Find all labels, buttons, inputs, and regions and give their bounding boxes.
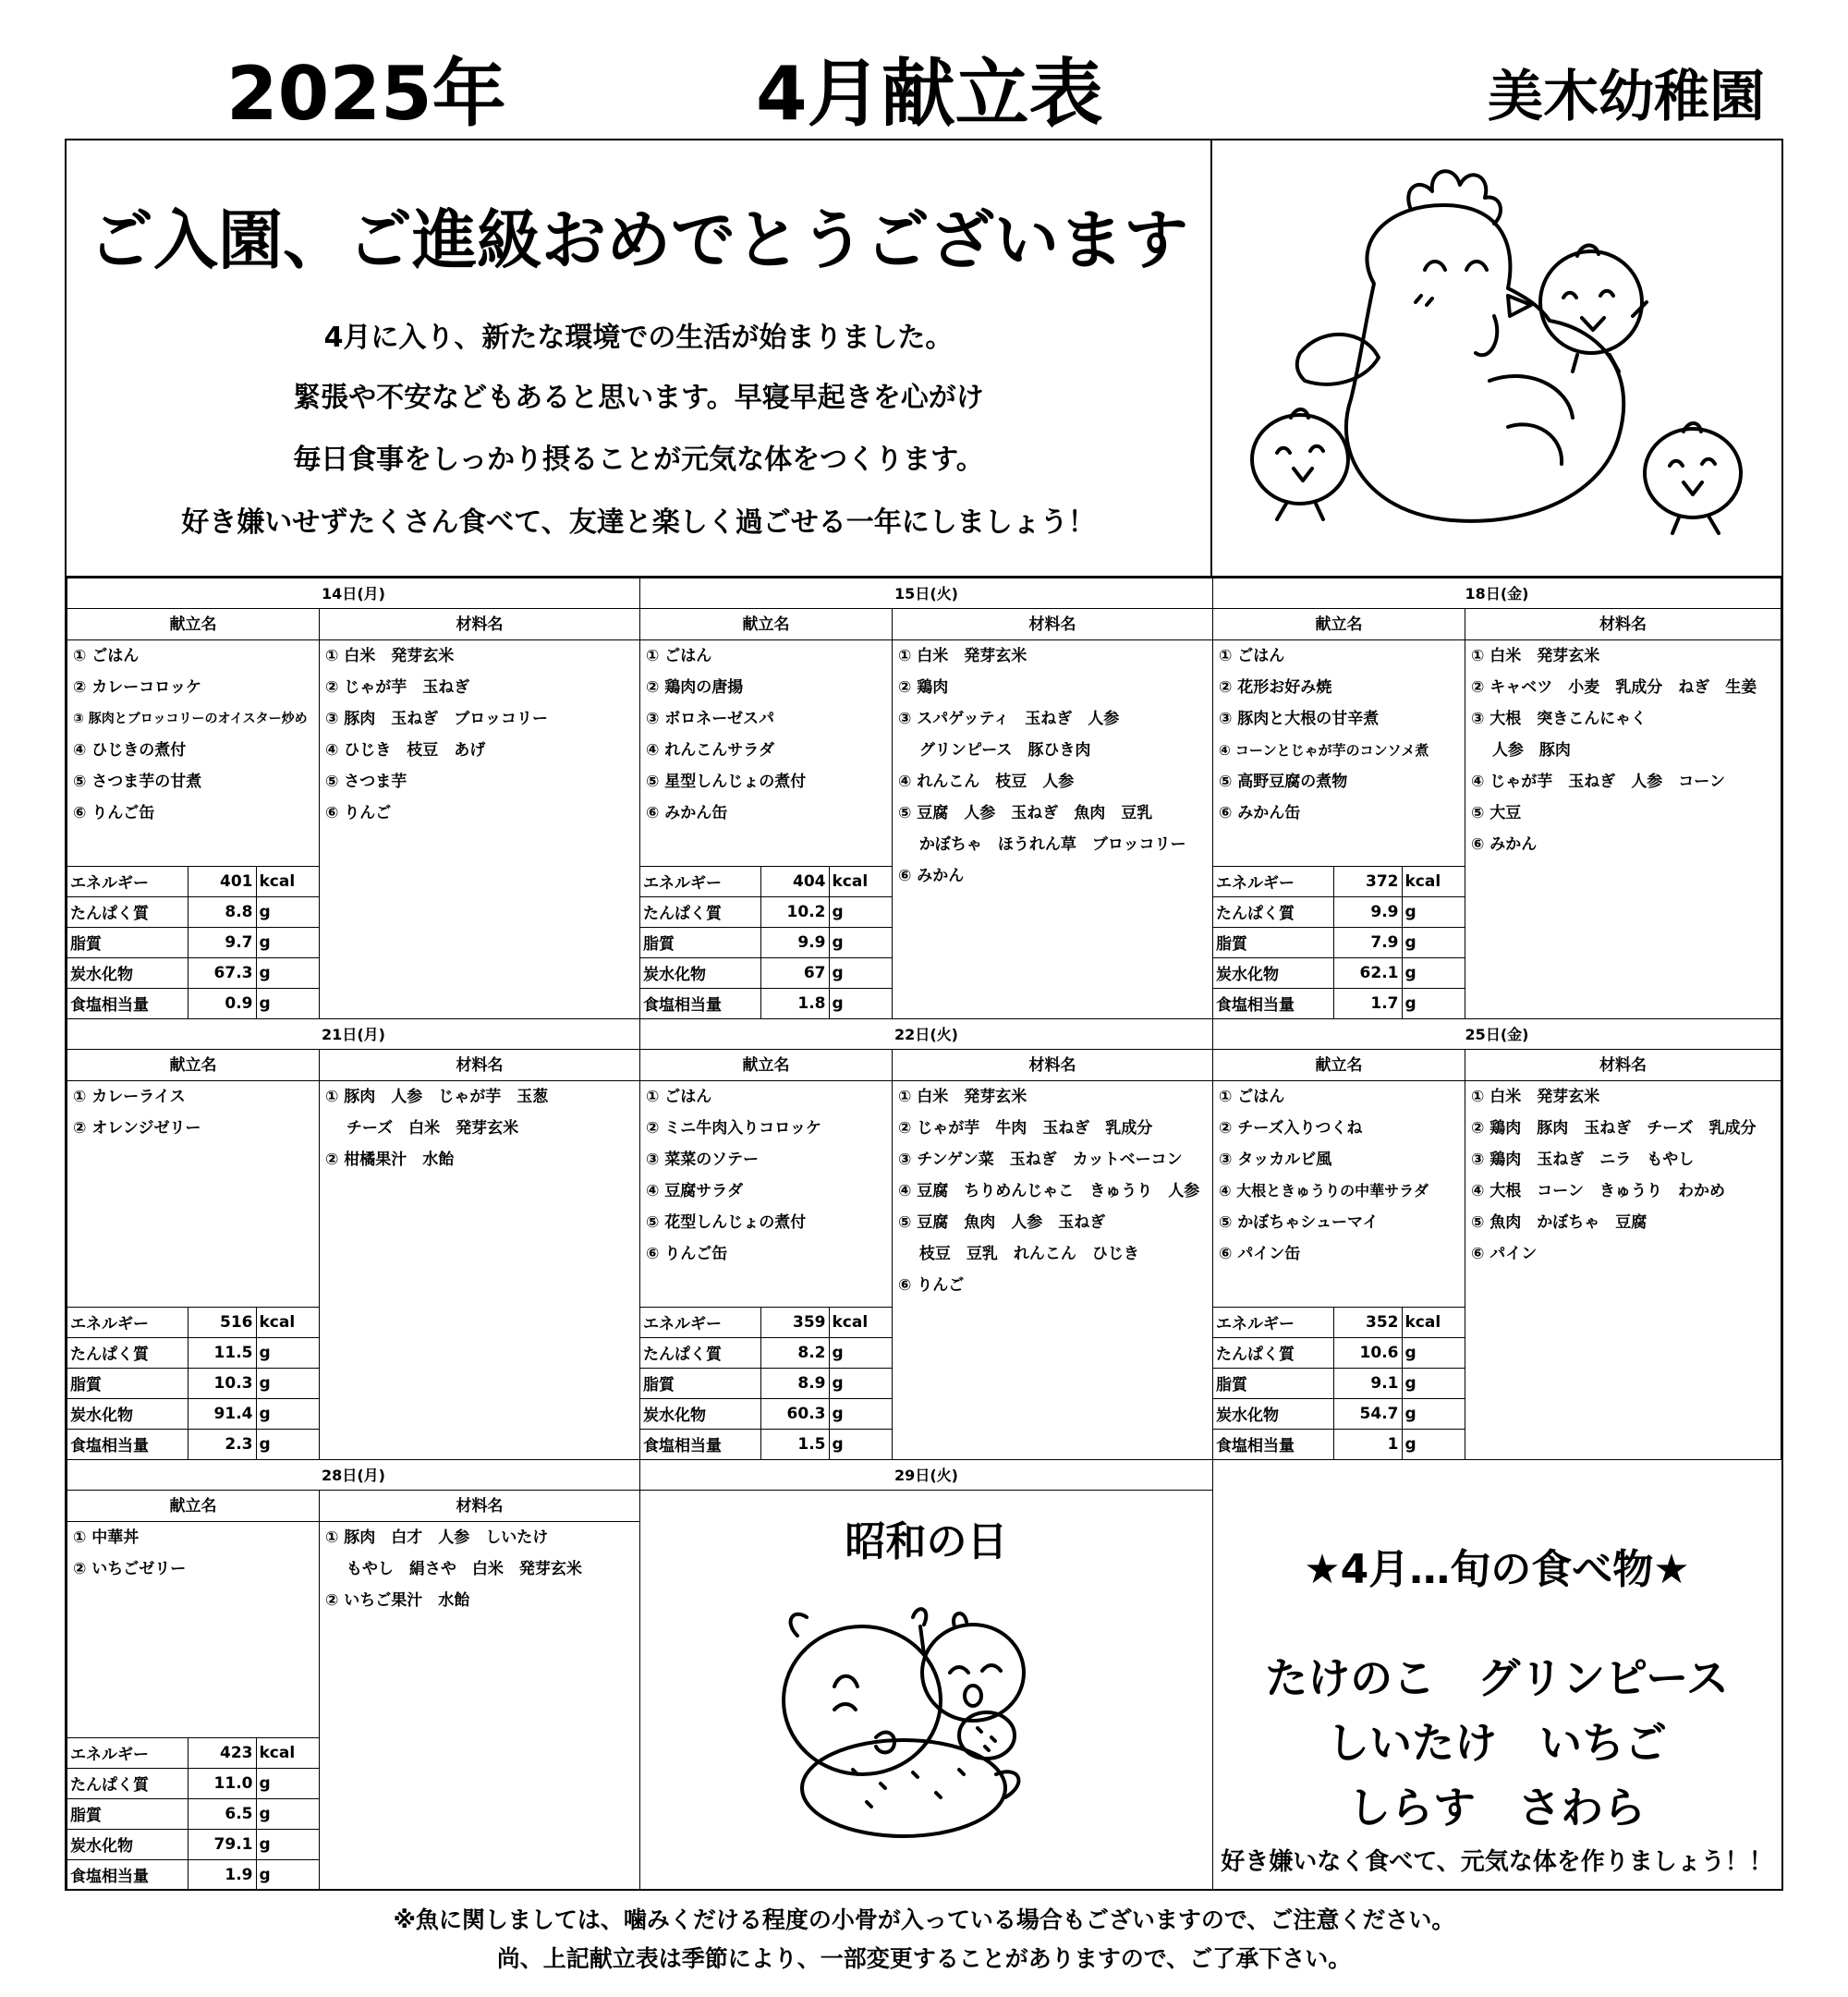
header-year: 2025年 [226,51,506,137]
menu-column-header: 献立名 [640,1050,893,1081]
menu-item: ⑤ かぼちゃシューマイ [1219,1213,1379,1232]
salt-value: 1 [1333,1429,1402,1459]
fat-value: 10.3 [188,1368,256,1398]
ingredients-column-header: 材料名 [1465,609,1781,640]
menu-item: ⑥ パイン缶 [1219,1245,1301,1263]
footnote-fish-bones: ※魚に関しましては、噛みくだける程度の小骨が入っている場合もございますので、ご注意ください。 [393,1906,1455,1933]
menu-list [67,1522,320,1890]
menu-item: ② カレーコロッケ [73,678,201,697]
salt-label: 食塩相当量 [640,988,760,1018]
ingredient-item: ② 鶏肉 [898,678,949,697]
ingredients-column-header: 材料名 [1465,1050,1781,1081]
energy-label: エネルギー [1213,1307,1333,1337]
header-school: 美木幼稚園 [1488,65,1765,129]
fat-value: 7.9 [1333,927,1402,957]
menu-item: ⑤ 花型しんじょの煮付 [646,1213,807,1232]
ingredient-item: ④ 豆腐 ちりめんじゃこ きゅうり 人参 [898,1182,1200,1200]
energy-value: 516 [188,1307,256,1337]
menu-item: ③ 菜菜のソテー [646,1151,759,1169]
menu-item: ④ コーンとじゃが芋のコンソメ煮 [1219,742,1429,759]
day-cell-28 [67,1459,640,1891]
menu-column-header: 献立名 [1213,609,1465,640]
energy-label: エネルギー [67,1307,188,1337]
ingredient-item: ① 白米 発芽玄米 [898,1088,1027,1106]
ingredients-column-header: 材料名 [320,609,639,640]
menu-list [67,640,320,1018]
menu-item: ① ごはん [1219,647,1285,665]
fat-label: 脂質 [640,1368,760,1398]
unit: g [256,988,320,1018]
carbs-label: 炭水化物 [1213,957,1333,988]
day-date: 22日(火) [640,1019,1212,1050]
unit: g [829,1398,893,1429]
ingredient-item: チーズ 白米 発芽玄米 [325,1119,519,1138]
ingredient-list [320,1522,639,1890]
unit: g [256,927,320,957]
unit: g [1402,1398,1465,1429]
ingredient-item: ④ れんこん 枝豆 人参 [898,773,1075,791]
ingredient-list [320,1081,639,1459]
menu-item: ① 中華丼 [73,1528,140,1547]
menu-item: ⑥ みかん缶 [1219,804,1301,822]
energy-value: 401 [188,866,256,896]
carbs-value: 91.4 [188,1398,256,1429]
protein-label: たんぱく質 [1213,896,1333,927]
unit: g [256,1859,320,1890]
carbs-value: 67.3 [188,957,256,988]
salt-value: 1.5 [760,1429,829,1459]
ingredient-item: もやし 絹さや 白米 発芽玄米 [325,1560,582,1578]
menu-list [640,640,893,1018]
greeting-section [67,140,1212,578]
menu-list [1213,640,1465,1018]
holiday-cell-29 [639,1459,1213,1891]
menu-item: ④ 大根ときゅうりの中華サラダ [1219,1182,1429,1199]
salt-value: 1.8 [760,988,829,1018]
seasonal-food-section [1212,1462,1781,1889]
unit: g [1402,957,1465,988]
menu-item: ③ ボロネーゼスパ [646,710,774,728]
unit: g [829,1429,893,1459]
salt-label: 食塩相当量 [1213,1429,1333,1459]
greeting-line: 4月に入り、新たな環境での生活が始まりました。 [323,322,954,354]
menu-item: ① ごはん [646,647,712,665]
day-date: 21日(月) [67,1019,639,1050]
greeting-line: 毎日食事をしっかり摂ることが元気な体をつくります。 [293,444,984,476]
ingredient-list [1465,1081,1781,1459]
day-cell-14 [67,578,640,1019]
unit: g [829,988,893,1018]
protein-label: たんぱく質 [67,1768,188,1798]
ingredient-item: ② キャベツ 小麦 乳成分 ねぎ 生姜 [1471,678,1757,697]
menu-item: ② 花形お好み焼 [1219,678,1332,697]
ingredient-item: ④ ひじき 枝豆 あげ [325,741,486,760]
unit: g [256,1429,320,1459]
carbs-value: 62.1 [1333,957,1402,988]
menu-item: ① ごはん [646,1088,712,1106]
salt-value: 0.9 [188,988,256,1018]
header-title: 4月献立表 [756,51,1103,137]
protein-label: たんぱく質 [640,1337,760,1368]
carbs-label: 炭水化物 [67,1398,188,1429]
fat-label: 脂質 [67,927,188,957]
ingredient-item: ⑥ りんご [898,1276,965,1295]
seasonal-title: ★4月…旬の食べ物★ [1304,1546,1690,1593]
carbs-value: 67 [760,957,829,988]
energy-label: エネルギー [67,866,188,896]
nutrition-table [67,1737,320,1891]
unit: g [829,896,893,927]
carbs-label: 炭水化物 [67,1829,188,1859]
energy-value: 359 [760,1307,829,1337]
ingredient-item: ① 白米 発芽玄米 [1471,647,1600,665]
unit: g [1402,1368,1465,1398]
salt-label: 食塩相当量 [1213,988,1333,1018]
unit: g [1402,896,1465,927]
seasonal-foods-line: たけのこ グリンピース [1265,1653,1729,1703]
menu-item: ① ごはん [1219,1088,1285,1106]
energy-label: エネルギー [640,866,760,896]
unit: g [256,1798,320,1829]
menu-item: ③ 豚肉とブロッコリーのオイスター炒め [73,712,308,726]
day-cell-21 [67,1018,640,1460]
ingredients-column-header: 材料名 [893,609,1212,640]
menu-item: ④ 豆腐サラダ [646,1182,744,1200]
nutrition-table [1213,1307,1465,1460]
ingredient-list [893,640,1212,1018]
greeting-title: ご入園、ご進級おめでとうございます [89,202,1188,278]
energy-label: エネルギー [1213,866,1333,896]
menu-item: ④ れんこんサラダ [646,741,775,760]
ingredient-item: ③ 大根 突きこんにゃく [1471,710,1647,728]
menu-item: ② ミニ牛肉入りコロッケ [646,1119,821,1138]
fat-value: 9.1 [1333,1368,1402,1398]
unit: g [829,1337,893,1368]
menu-item: ② いちごゼリー [73,1560,187,1578]
unit: g [256,957,320,988]
menu-item: ⑤ 高野豆腐の煮物 [1219,773,1348,791]
energy-value: 352 [1333,1307,1402,1337]
salt-label: 食塩相当量 [67,1859,188,1890]
menu-column-header: 献立名 [640,609,893,640]
energy-value: 423 [188,1737,256,1768]
menu-item: ① カレーライス [73,1088,186,1106]
menu-frame [65,139,1783,1891]
carbs-value: 79.1 [188,1829,256,1859]
energy-label: エネルギー [640,1307,760,1337]
menu-item: ⑥ りんご缶 [73,804,155,822]
menu-column-header: 献立名 [67,1491,320,1522]
carbs-label: 炭水化物 [67,957,188,988]
unit: g [829,1368,893,1398]
protein-value: 9.9 [1333,896,1402,927]
ingredient-item: ② じゃが芋 牛肉 玉ねぎ 乳成分 [898,1119,1153,1138]
hen-chicks-icon [1212,140,1780,576]
fat-label: 脂質 [1213,1368,1333,1398]
greeting-line: 好き嫌いせずたくさん食べて、友達と楽しく過ごせる一年にしましょう！ [181,506,1096,539]
unit: kcal [1402,1307,1465,1337]
protein-label: たんぱく質 [1213,1337,1333,1368]
protein-value: 10.6 [1333,1337,1402,1368]
fat-value: 6.5 [188,1798,256,1829]
protein-value: 8.2 [760,1337,829,1368]
fat-label: 脂質 [67,1368,188,1398]
day-date: 18日(金) [1213,578,1781,609]
unit: g [256,1829,320,1859]
protein-value: 10.2 [760,896,829,927]
menu-item: ⑤ さつま芋の甘煮 [73,773,202,791]
ingredient-item: ② いちご果汁 水飴 [325,1591,470,1610]
day-cell-18 [1212,578,1781,1019]
seasonal-foods-line: しらす さわら [1348,1783,1646,1833]
ingredient-item: ⑤ 豆腐 人参 玉ねぎ 魚肉 豆乳 [898,804,1153,822]
fat-value: 8.9 [760,1368,829,1398]
ingredients-column-header: 材料名 [320,1491,639,1522]
unit: g [829,927,893,957]
ingredient-item: ① 白米 発芽玄米 [325,647,455,665]
ingredient-item: ④ じゃが芋 玉ねぎ 人参 コーン [1471,773,1725,791]
salt-label: 食塩相当量 [640,1429,760,1459]
ingredient-item: ② 柑橘果汁 水飴 [325,1151,455,1169]
unit: g [1402,1337,1465,1368]
carbs-label: 炭水化物 [640,1398,760,1429]
protein-value: 11.5 [188,1337,256,1368]
nutrition-table [67,1307,320,1460]
hen-and-chicks-illustration [1212,140,1781,578]
day-date: 28日(月) [67,1460,639,1491]
ingredient-item: ③ チンゲン菜 玉ねぎ カットベーコン [898,1151,1183,1169]
ingredient-item: ① 豚肉 白才 人参 しいたけ [325,1528,549,1547]
ingredient-list [893,1081,1212,1459]
ingredients-column-header: 材料名 [893,1050,1212,1081]
unit: kcal [829,866,893,896]
ingredients-column-header: 材料名 [320,1050,639,1081]
fat-label: 脂質 [67,1798,188,1829]
unit: kcal [829,1307,893,1337]
unit: g [256,1398,320,1429]
greeting-line: 緊張や不安などもあると思います。早寝早起きを心がけ [293,382,984,414]
day-date: 14日(月) [67,578,639,609]
nutrition-table [67,866,320,1019]
salt-value: 1.9 [188,1859,256,1890]
energy-value: 372 [1333,866,1402,896]
unit: g [256,1368,320,1398]
ingredient-list [1465,640,1781,1018]
ingredient-item: かぼちゃ ほうれん草 ブロッコリー [898,835,1186,854]
day-date: 15日(火) [640,578,1212,609]
ingredient-item: ⑤ さつま芋 [325,773,407,791]
menu-list [1213,1081,1465,1459]
ingredient-item: グリンピース 豚ひき肉 [898,741,1091,760]
nutrition-table [640,1307,893,1460]
menu-item: ② チーズ入りつくね [1219,1119,1363,1138]
fat-value: 9.7 [188,927,256,957]
menu-item: ② 鶏肉の唐揚 [646,678,744,697]
ingredient-item: ② じゃが芋 玉ねぎ [325,678,470,697]
menu-item: ② オレンジゼリー [73,1119,201,1138]
menu-item: ⑥ りんご缶 [646,1245,728,1263]
ingredient-item: ③ 豚肉 玉ねぎ ブロッコリー [325,710,548,728]
carbs-value: 60.3 [760,1398,829,1429]
ingredient-item: ⑤ 魚肉 かぼちゃ 豆腐 [1471,1213,1647,1232]
menu-list [640,1081,893,1459]
ingredient-item: ① 白米 発芽玄米 [898,647,1027,665]
day-cell-25 [1212,1018,1781,1460]
unit: kcal [256,866,320,896]
holiday-title: 昭和の日 [845,1518,1008,1565]
ingredient-item: ⑥ みかん [898,867,965,885]
protein-label: たんぱく質 [67,896,188,927]
ingredient-item: ⑤ 豆腐 魚肉 人参 玉ねぎ [898,1213,1106,1232]
day-date: 29日(火) [640,1460,1212,1491]
fat-label: 脂質 [640,927,760,957]
ingredient-item: ⑥ みかん [1471,835,1538,854]
unit: g [829,957,893,988]
footnote-menu-change: 尚、上記献立表は季節により、一部変更することがありますので、ご了承下さい。 [496,1945,1352,1972]
salt-value: 2.3 [188,1429,256,1459]
unit: kcal [256,1737,320,1768]
menu-column-header: 献立名 [67,1050,320,1081]
nutrition-table [1213,866,1465,1019]
menu-list [67,1081,320,1459]
menu-item: ③ タッカルビ風 [1219,1151,1332,1169]
carbs-label: 炭水化物 [1213,1398,1333,1429]
ingredient-item: ② 鶏肉 豚肉 玉ねぎ チーズ 乳成分 [1471,1119,1757,1138]
ingredient-item: ③ スパゲッティ 玉ねぎ 人参 [898,710,1120,728]
ingredient-item: 人参 豚肉 [1471,741,1571,760]
energy-value: 404 [760,866,829,896]
carbs-label: 炭水化物 [640,957,760,988]
unit: g [1402,927,1465,957]
salt-label: 食塩相当量 [67,988,188,1018]
salt-label: 食塩相当量 [67,1429,188,1459]
protein-value: 11.0 [188,1768,256,1798]
nutrition-table [640,866,893,1019]
unit: kcal [1402,866,1465,896]
unit: g [256,1768,320,1798]
menu-item: ④ ひじきの煮付 [73,741,187,760]
day-date: 25日(金) [1213,1019,1781,1050]
protein-label: たんぱく質 [67,1337,188,1368]
day-cell-15 [639,578,1213,1019]
ingredient-item: ⑥ パイン [1471,1245,1538,1263]
menu-column-header: 献立名 [67,609,320,640]
ingredient-list [320,640,639,1018]
ingredient-item: ③ 鶏肉 玉ねぎ ニラ もやし [1471,1151,1695,1169]
menu-item: ③ 豚肉と大根の甘辛煮 [1219,710,1380,728]
salt-value: 1.7 [1333,988,1402,1018]
menu-item: ⑥ みかん缶 [646,804,728,822]
unit: g [1402,988,1465,1018]
protein-value: 8.8 [188,896,256,927]
ingredient-item: ① 豚肉 人参 じゃが芋 玉葱 [325,1088,549,1106]
protein-label: たんぱく質 [640,896,760,927]
ingredient-item: ⑥ りんご [325,804,392,822]
ingredient-item: ① 白米 発芽玄米 [1471,1088,1600,1106]
unit: g [256,1337,320,1368]
seasonal-foods-line: しいたけ いちご [1327,1718,1667,1768]
energy-label: エネルギー [67,1737,188,1768]
menu-item: ⑤ 星型しんじょの煮付 [646,773,807,791]
menu-column-header: 献立名 [1213,1050,1465,1081]
fat-value: 9.9 [760,927,829,957]
unit: kcal [256,1307,320,1337]
ingredient-item: 枝豆 豆乳 れんこん ひじき [898,1245,1139,1263]
ingredient-item: ④ 大根 コーン きゅうり わかめ [1471,1182,1725,1200]
friends-illustration-icon [765,1599,1070,1848]
fat-label: 脂質 [1213,927,1333,957]
menu-item: ① ごはん [73,647,140,665]
unit: g [1402,1429,1465,1459]
ingredient-item: ⑤ 大豆 [1471,804,1522,822]
unit: g [256,896,320,927]
seasonal-message: 好き嫌いなく食べて、元気な体を作りましょう！！ [1221,1848,1773,1876]
day-cell-22 [639,1018,1213,1460]
carbs-value: 54.7 [1333,1398,1402,1429]
